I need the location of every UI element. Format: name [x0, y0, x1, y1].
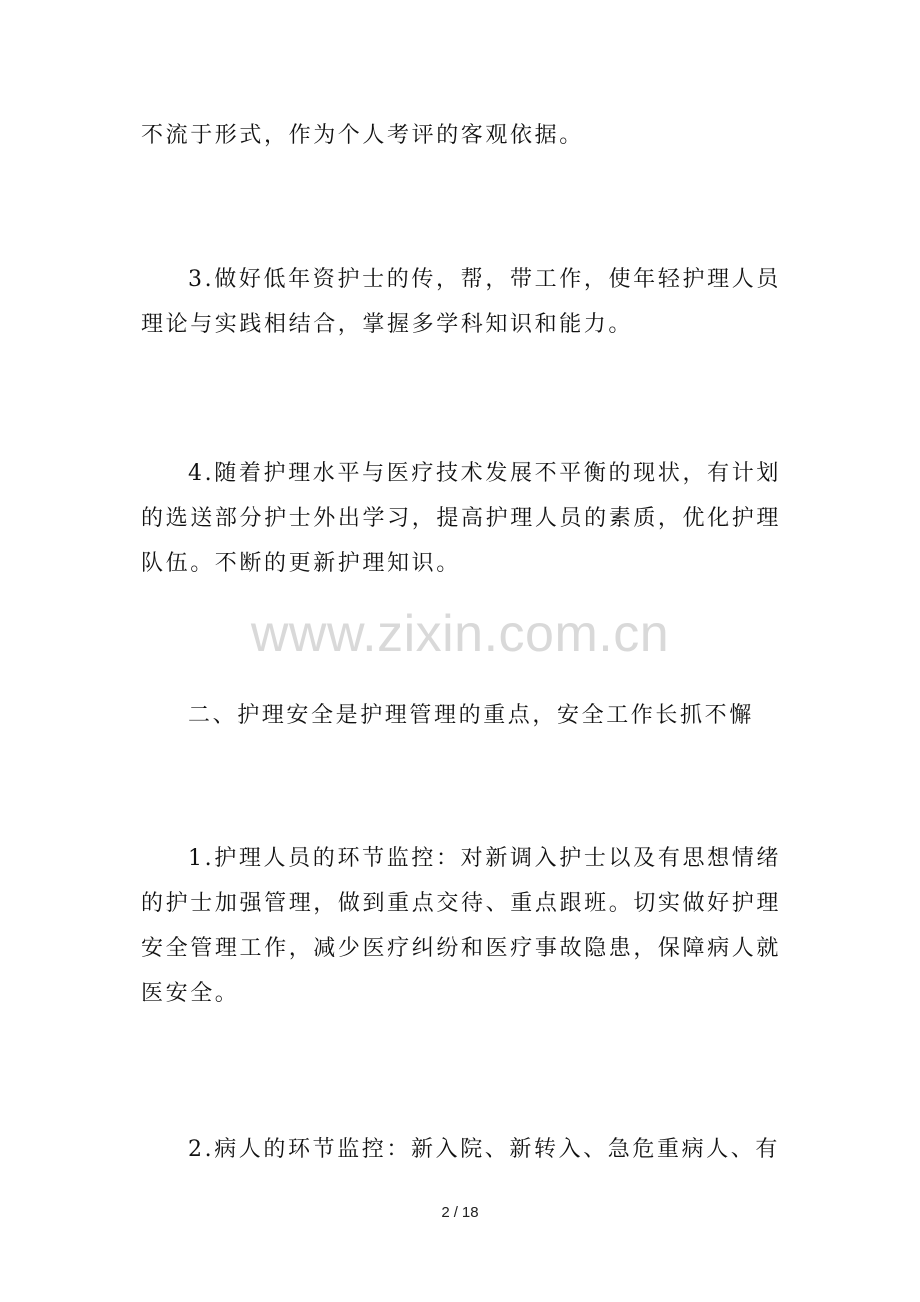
paragraph-item-3: 3.做好低年资护士的传，帮，带工作，使年轻护理人员理论与实践相结合，掌握多学科知识和能力。 — [141, 267, 781, 337]
page-number — [0, 1204, 920, 1221]
section-heading: 二、护理安全是护理管理的重点，安全工作长抓不懈 — [188, 703, 754, 728]
total-pages: 18 — [461, 1204, 479, 1221]
paragraph-item-2: 2.病人的环节监控：新入院、新转入、急危重病人、有 — [188, 1137, 780, 1162]
paragraph-continuation: 不流于形式，作为个人考评的客观依据。 — [141, 123, 584, 148]
page-separator: / — [453, 1204, 458, 1221]
watermark: www.zixin.com.cn — [250, 605, 670, 663]
paragraph-item-1: 1.护理人员的环节监控：对新调入护士以及有思想情绪的护士加强管理，做到重点交待、重点跟班。切实做好护理安全管理工作，减少医疗纠纷和医疗事故隐患，保障病人就医安全。 — [141, 846, 781, 1006]
current-page-number: 2 — [441, 1204, 450, 1221]
paragraph-item-4: 4.随着护理水平与医疗技术发展不平衡的现状，有计划的选送部分护士外出学习，提高护理人员的素质，优化护理队伍。不断的更新护理知识。 — [141, 461, 781, 576]
